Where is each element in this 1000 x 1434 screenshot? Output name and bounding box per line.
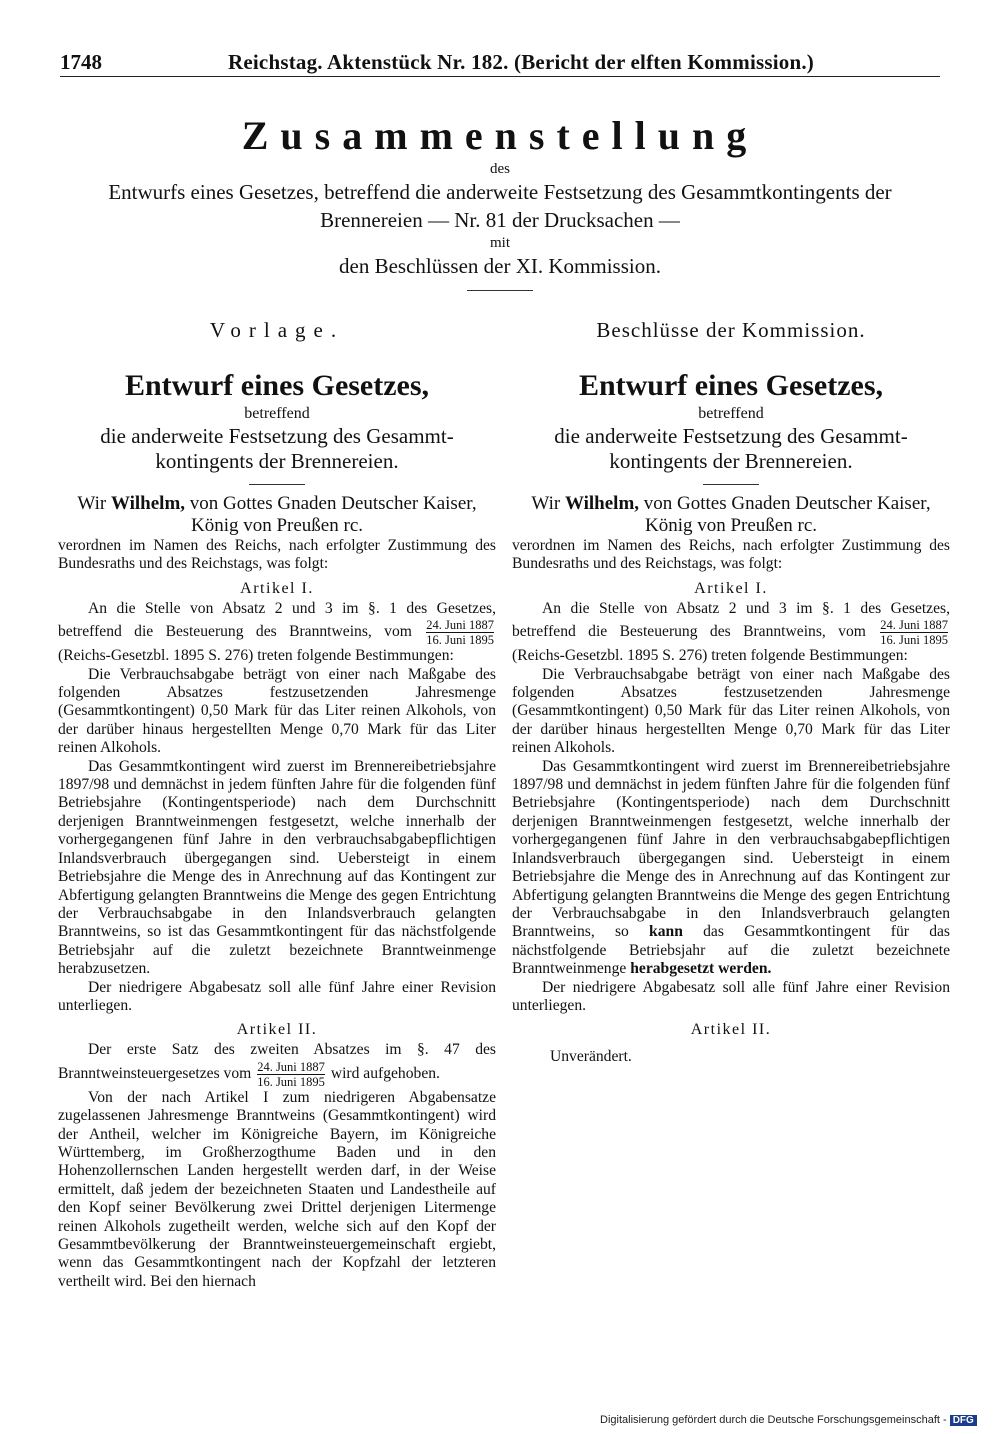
article-1-para-1-right <box>512 600 950 666</box>
preamble-wir: Wir <box>531 493 565 514</box>
fraction-top: 24. Juni 1887 <box>880 618 948 633</box>
article-2-title-right: Artikel II. <box>690 1021 772 1039</box>
text-run: Der erste Satz des zweiten Absatzes im §. 47 des Branntweinsteuergesetzes vom <box>58 1041 496 1082</box>
preamble-left <box>58 493 496 537</box>
bill-rule-right <box>703 484 759 485</box>
article-1-para-4-left: Der niedrigere Abgabesatz soll alle fünf Jahre einer Revision unterliegen. <box>58 978 496 1014</box>
bill-subject-right-2: kontingents der Brennereien. <box>609 449 853 473</box>
footer-text: Digitalisierung gefördert durch die Deutsche Forschungsgemeinschaft - <box>600 1414 947 1426</box>
bill-title-left: Entwurf eines Gesetzes, <box>124 369 430 402</box>
subject-line-2: Brennereien — Nr. 81 der Drucksachen — <box>320 208 680 232</box>
bill-title-right: Entwurf eines Gesetzes, <box>578 369 884 402</box>
bill-rule-left <box>249 484 305 485</box>
running-head: Reichstag. Aktenstück Nr. 182. (Bericht der elften Kommission.) <box>228 50 814 74</box>
bill-subject-left-1: die anderweite Festsetzung des Gesammt- <box>100 424 454 448</box>
preamble-name: Wilhelm, <box>110 493 186 514</box>
column-beschluesse <box>512 316 950 1067</box>
preamble-king: König von Preußen rc. <box>190 515 364 536</box>
article-2-title-left: Artikel II. <box>236 1021 318 1039</box>
title-block <box>60 112 940 291</box>
title-mit: mit <box>489 235 510 251</box>
article-1-para-3-left: Das Gesammtkontingent wird zuerst im Brennereibetriebsjahre 1897/98 und demnächst in jedem fünften Jahre für die folgenden fünf Betriebsjahre (Kontingentsperiode) nach dem Durchschnitt derjenigen Branntweinmengen festgesetzt, welche innerhalb der vorhergegangenen fünf Jahre in den verbrauchsabgabepflichtigen Inlandsverbrauch übergegangen sind. Uebersteigt in einem Betriebsjahre die Menge des in Anrechnung auf das Kontingent zur Abfertigung gelangten Branntweins die Menge des gegen Entrichtung der Verbrauchsabgabe in den Inlandsverbrauch gelangten Branntweins, so ist das Gesammtkontingent für das nächstfolgende Betriebsjahr auf die zuletzt bezeichnete Branntweinmenge herabzusetzen. <box>58 757 496 978</box>
text-run: An die Stelle von Absatz 2 und 3 im §. 1 des Gesetzes, betreffend die Besteuerung des Branntweins, vom <box>58 599 496 641</box>
article-1-para-1-left <box>58 600 496 666</box>
article-1-para-2-right: Die Verbrauchsabgabe beträgt von einer nach Maßgabe des folgenden Absatzes festzusetzenden Jahresmenge (Gesammtkontingent) 0,50 Mark für das Liter reinen Alkohols, von der darüber hinaus hergestellten Menge 0,70 Mark für das Liter reinen Alkohols. <box>512 665 950 757</box>
fraction-bottom: 16. Juni 1895 <box>880 633 948 648</box>
article-2-para-2-left: Von der nach Artikel I zum niedrigeren Abgabensatze zugelassenen Jahresmenge Branntweins (Gesammtkontingent) wird der Antheil, welcher im Königreiche Bayern, im Königreiche Württemberg, im Großherzogthume Baden und in den Hohenzollernschen Landen hergestellt werden darf, in der Weise ermittelt, daß jedem der bezeichneten Staaten und Landestheile auf den Kopf seiner Bevölkerung zwei Drittel derjenigen Litermenge reinen Alkohols zugetheilt werden, welche sich auf den Kopf der Gesammtbevölkerung der Branntweinsteuergemeinschaft ergiebt, wenn das Gesammtkontingent nach der Kopfzahl der letzteren vertheilt wird. Bei den hiernach <box>58 1088 496 1290</box>
date-fraction <box>257 1060 325 1089</box>
digitization-footer <box>600 1414 980 1426</box>
dfg-logo-icon: DFG <box>950 1415 977 1426</box>
fraction-bottom: 16. Juni 1895 <box>426 633 494 648</box>
date-fraction <box>426 618 494 647</box>
article-2-para-1-left <box>58 1041 496 1088</box>
title-des: des <box>490 161 510 177</box>
article-1-para-4-right: Der niedrigere Abgabesatz soll alle fünf Jahre einer Revision unterliegen. <box>512 978 950 1014</box>
fraction-top: 24. Juni 1887 <box>426 618 494 633</box>
text-run: (Reichs-Gesetzbl. 1895 S. 276) treten folgende Bestimmungen: <box>58 647 454 665</box>
text-run: Das Gesammtkontingent wird zuerst im Brennereibetriebsjahre 1897/98 und demnächst in jedem fünften Jahre für die folgenden fünf Betriebsjahre (Kontingentsperiode) nach dem Durchschnitt derjenigen Branntweinmengen festgesetzt, welche innerhalb der vorhergegangenen fünf Jahre in den verbrauchsabgabepflichtigen Inlandsverbrauch übergegangen sind. Uebersteigt in einem Betriebsjahre die Menge des in Anrechnung auf das Kontingent zur Abfertigung gelangten Branntweins die Menge des gegen Entrichtung der Verbrauchsabgabe in den Inlandsverbrauch gelangten Branntweins, so <box>512 757 950 941</box>
preamble-rest-right: verordnen im Namen des Reichs, nach erfolgter Zustimmung des Bundesraths und des Reichstags, was folgt: <box>512 537 950 573</box>
article-1-para-2-left: Die Verbrauchsabgabe beträgt von einer nach Maßgabe des folgenden Absatzes festzusetzenden Jahresmenge (Gesammtkontingent) 0,50 Mark für das Liter reinen Alkohols, von der darüber hinaus hergestellten Menge 0,70 Mark für das Liter reinen Alkohols. <box>58 665 496 757</box>
title-rule <box>467 290 533 291</box>
subject-line-3: den Beschlüssen der XI. Kommission. <box>339 254 661 278</box>
preamble-king: König von Preußen rc. <box>644 515 818 536</box>
page-header <box>60 48 940 78</box>
header-rule <box>60 76 940 77</box>
preamble-right <box>512 493 950 537</box>
date-fraction <box>880 618 948 647</box>
preamble-title: von Gottes Gnaden Deutscher Kaiser, <box>639 493 931 514</box>
bill-subject-right-1: die anderweite Festsetzung des Gesammt- <box>554 424 908 448</box>
column-vorlage <box>58 316 496 1291</box>
page-number: 1748 <box>60 50 102 74</box>
text-run: (Reichs-Gesetzbl. 1895 S. 276) treten folgende Bestimmungen: <box>512 647 908 665</box>
preamble-title: von Gottes Gnaden Deutscher Kaiser, <box>185 493 477 514</box>
preamble-name: Wilhelm, <box>564 493 640 514</box>
text-run: An die Stelle von Absatz 2 und 3 im §. 1 des Gesetzes, betreffend die Besteuerung des Branntweins, vom <box>512 599 950 641</box>
text-run: wird aufgehoben. <box>330 1064 440 1082</box>
fraction-bottom: 16. Juni 1895 <box>257 1074 325 1089</box>
article-2-unchanged: Unverändert. <box>550 1048 632 1066</box>
betreffend-right: betreffend <box>698 405 764 422</box>
article-1-title-left: Artikel I. <box>240 579 314 597</box>
text-run: das Gesammtkontingent für das nächstfolgende Betriebsjahr auf die zuletzt bezeichnete Branntweinmenge <box>512 923 950 978</box>
preamble-rest-left: verordnen im Namen des Reichs, nach erfolgter Zustimmung des Bundesraths und des Reichstags, was folgt: <box>58 537 496 573</box>
document-title: Zusammenstellung <box>241 113 759 158</box>
emphasis-kann: kann <box>649 923 683 941</box>
column-heading-left: Vorlage. <box>209 318 345 342</box>
subject-line-1: Entwurfs eines Gesetzes, betreffend die anderweite Festsetzung des Gesammtkontingents der <box>108 180 892 204</box>
preamble-wir: Wir <box>77 493 111 514</box>
betreffend-left: betreffend <box>244 405 310 422</box>
article-1-title-right: Artikel I. <box>694 579 768 597</box>
column-heading-right: Beschlüsse der Kommission. <box>596 318 866 342</box>
article-1-para-3-right <box>512 758 950 979</box>
bill-subject-left-2: kontingents der Brennereien. <box>155 449 399 473</box>
emphasis-herabgesetzt: herabgesetzt werden. <box>630 960 772 978</box>
fraction-top: 24. Juni 1887 <box>257 1059 325 1074</box>
